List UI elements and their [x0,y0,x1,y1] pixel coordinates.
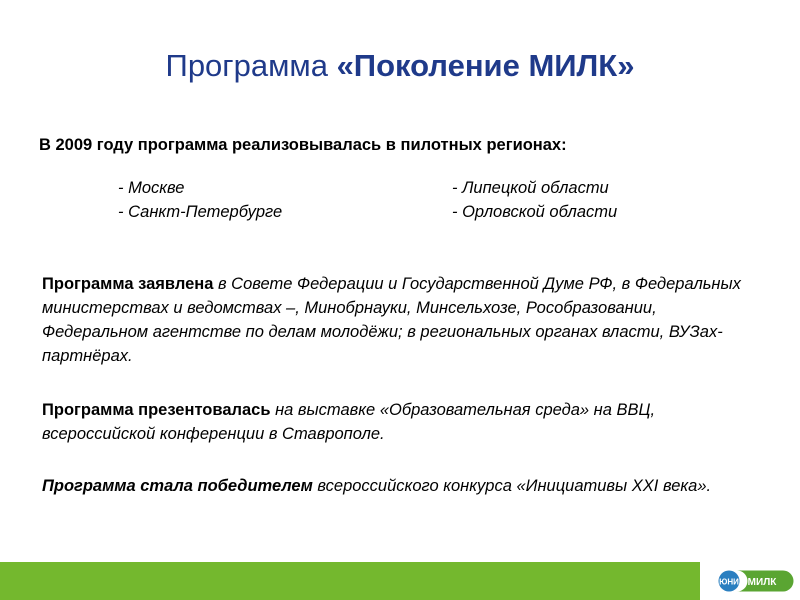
regions-heading: В 2009 году программа реализовывалась в пилотных регионах: [39,136,567,154]
paragraph-text: в Совете Федерации и Государственной Думе РФ, в Федеральных министерствах и ведомствах –, Минобрнауки, Минсельхозе, Рособразовании, Федеральном агентстве по делам молодёжи; в региональных органах власти, ВУЗах-партнёрах. [42,275,741,365]
region-item-spb: - Санкт-Петербурге [118,203,283,221]
region-item-lipetsk: - Липецкой области [452,179,609,197]
region-item-orel: - Орловской области [452,203,618,221]
paragraph-lead: Программа презентовалась [42,401,271,419]
paragraph-text: всероссийского конкурса «Инициативы XXI века». [312,477,712,495]
paragraph-text: на выставке «Образовательная среда» на ВВЦ, всероссийской конференции в Ставрополе. [42,401,656,443]
paragraph-presented [42,398,752,446]
unimilk-logo [718,570,794,592]
paragraph-lead: Программа стала победителем [42,477,313,495]
title-part-regular: Программа [165,48,337,83]
paragraph-lead: Программа заявлена [42,275,214,293]
regions-list [0,176,800,226]
paragraph-announced [42,272,752,368]
title-part-bold: «Поколение МИЛК» [336,48,635,83]
region-item-moscow: - Москве [118,179,185,197]
paragraph-winner [42,474,752,498]
footer-separator [700,562,708,600]
slide-title [0,48,800,84]
logo-left-text: ЮНИ [719,577,739,587]
footer-green-bar [0,562,700,600]
logo-right-text: МИЛК [747,577,777,588]
